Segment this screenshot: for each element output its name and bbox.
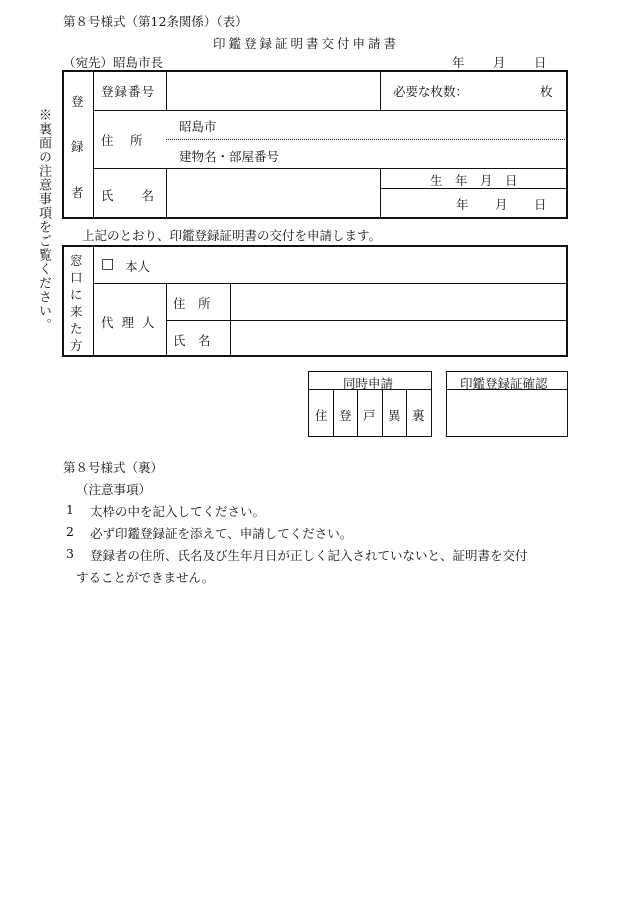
window-label-1: 窓 xyxy=(70,253,83,268)
window-label-3: に xyxy=(70,287,83,302)
birth-year: 年 xyxy=(456,197,469,212)
window-label-2: 口 xyxy=(70,270,83,285)
form-number: 第８号様式（第12条関係）（表） xyxy=(63,14,248,29)
simultaneous-cell-4[interactable]: 異 xyxy=(388,408,401,423)
simultaneous-title: 同時申請 xyxy=(343,376,394,391)
notes-heading: （注意事項） xyxy=(76,482,152,497)
date-year: 年 xyxy=(452,55,465,70)
birth-month: 月 xyxy=(495,197,508,212)
copies-field[interactable] xyxy=(470,74,534,106)
side-note: ※裏面の注意事項をご覧ください。 xyxy=(36,108,51,332)
note-1-text: 太枠の中を記入してください。 xyxy=(90,504,266,519)
confirm-field[interactable] xyxy=(449,392,565,434)
agent-name-field[interactable] xyxy=(234,323,562,353)
simultaneous-cell-3[interactable]: 戸 xyxy=(363,408,376,423)
note-3-continuation: することができません。 xyxy=(76,570,215,585)
registrant-label-1: 登 xyxy=(71,94,84,109)
birth-day: 日 xyxy=(534,197,547,212)
form-title: 印鑑登録証明書交付申請書 xyxy=(213,36,400,51)
confirm-title: 印鑑登録証確認 xyxy=(460,376,548,391)
agent-address-label: 住 所 xyxy=(173,296,211,311)
copies-label: 必要な枚数： xyxy=(393,84,469,99)
statement: 上記のとおり、印鑑登録証明書の交付を申請します。 xyxy=(82,228,382,243)
window-label-4: 来 xyxy=(70,304,83,319)
date-day: 日 xyxy=(534,55,547,70)
agent-name-label: 氏 名 xyxy=(173,333,211,348)
birth-label: 生 年 月 日 xyxy=(430,173,518,188)
note-1-number: 1 xyxy=(66,502,74,517)
address-label: 住 所 xyxy=(101,133,145,148)
note-3-number: 3 xyxy=(66,546,74,561)
agent-address-field[interactable] xyxy=(234,287,562,317)
address-city: 昭島市 xyxy=(179,119,217,134)
note-3-text: 登録者の住所、氏名及び生年月日が正しく記入されていないと、証明書を交付 xyxy=(90,548,528,563)
simultaneous-cell-1[interactable]: 住 xyxy=(315,408,328,423)
self-checkbox[interactable]: □ xyxy=(101,256,115,272)
window-label-5: た xyxy=(70,321,83,336)
window-label-6: 方 xyxy=(70,338,83,353)
name-label: 氏 名 xyxy=(101,188,156,203)
name-field[interactable] xyxy=(171,172,376,214)
note-2-text: 必ず印鑑登録証を添えて、申請してください。 xyxy=(90,526,353,541)
copies-unit: 枚 xyxy=(540,84,553,99)
building-label: 建物名・部屋番号 xyxy=(179,149,280,164)
address-field[interactable] xyxy=(240,112,560,136)
simultaneous-cell-5[interactable]: 裏 xyxy=(412,408,425,423)
note-2-number: 2 xyxy=(66,524,74,539)
self-label: 本人 xyxy=(125,259,151,274)
date-month: 月 xyxy=(493,55,506,70)
back-title: 第８号様式（裏） xyxy=(63,460,164,475)
reg-number-label: 登録番号 xyxy=(101,84,156,99)
registrant-label-2: 録 xyxy=(71,139,84,154)
addressee: （宛先）昭島市長 xyxy=(63,55,164,70)
building-field[interactable] xyxy=(290,142,560,166)
simultaneous-cell-2[interactable]: 登 xyxy=(339,408,352,423)
agent-label: 代 理 人 xyxy=(101,315,157,330)
reg-number-field[interactable] xyxy=(171,74,376,106)
registrant-label-3: 者 xyxy=(71,185,84,200)
